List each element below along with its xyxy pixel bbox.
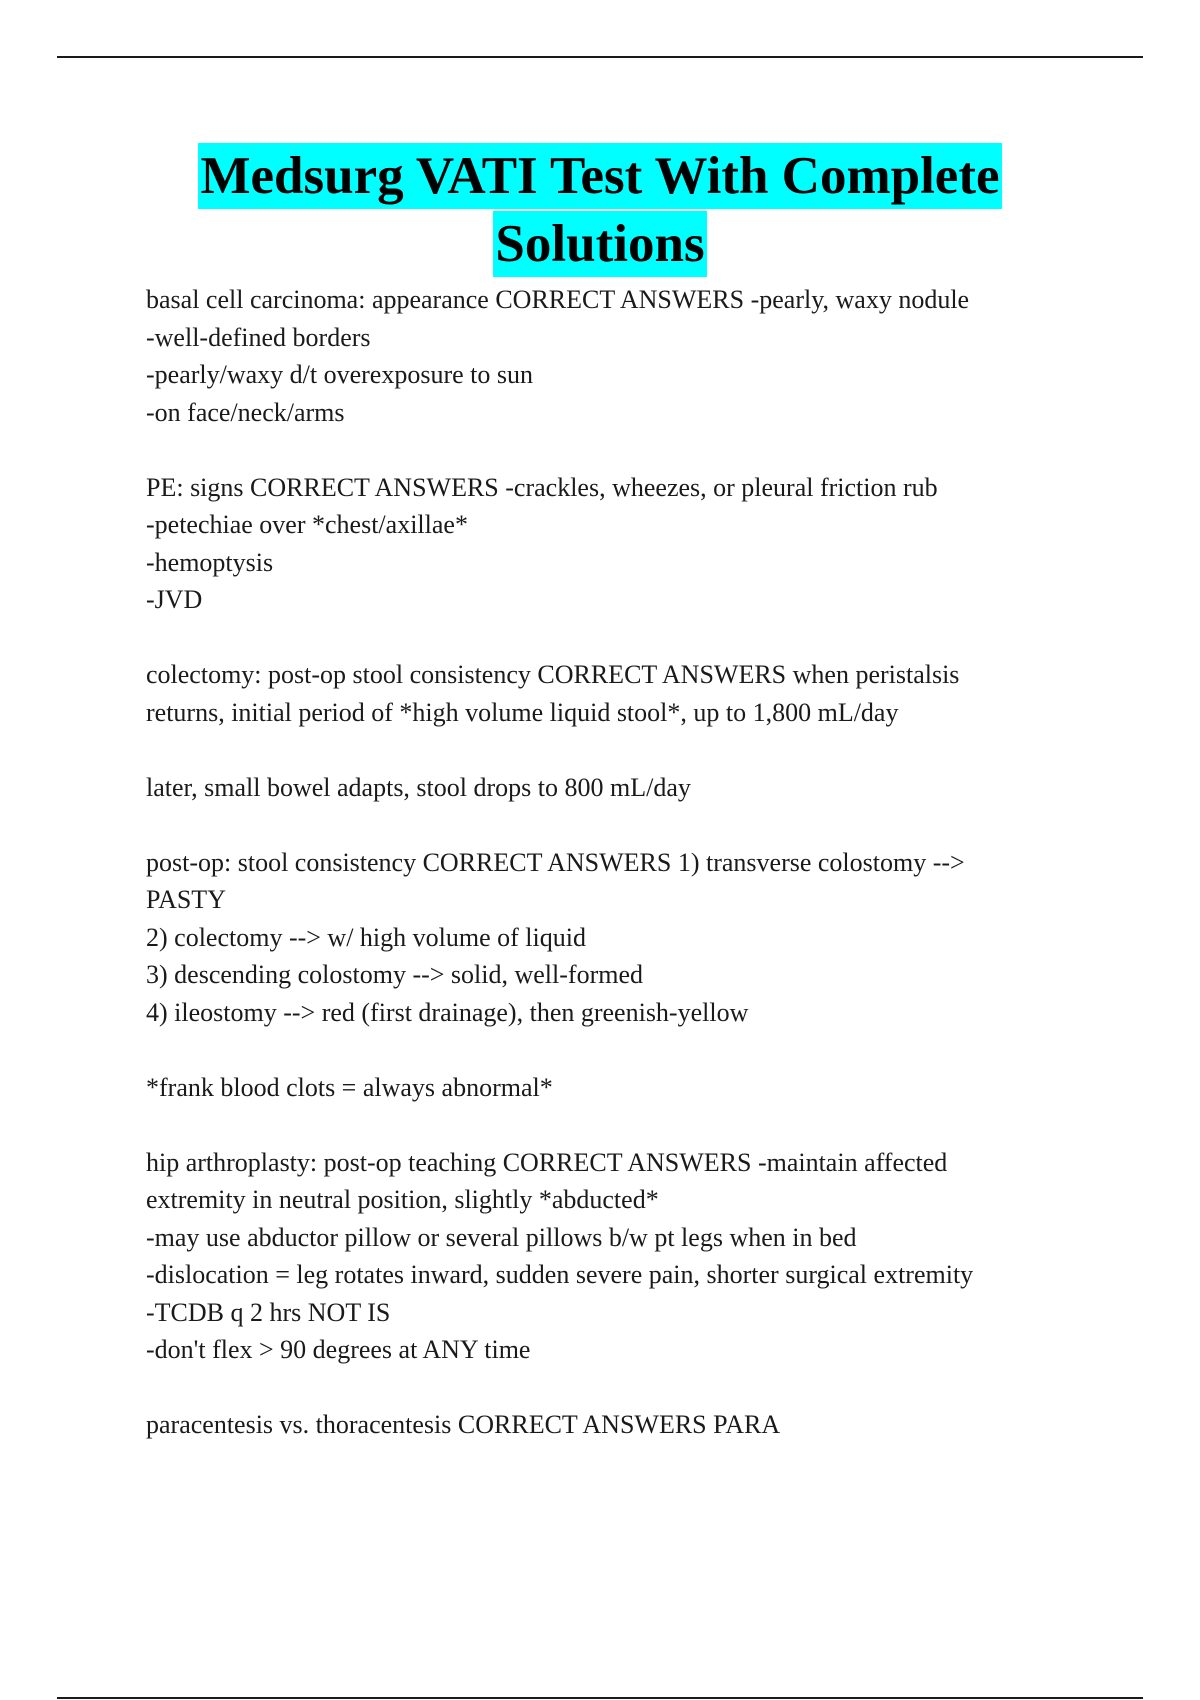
paragraph-gap: [146, 1369, 1066, 1407]
paragraph-gap: [146, 731, 1066, 769]
text-line: -on face/neck/arms: [146, 397, 345, 427]
text-line: colectomy: post-op stool consistency CORRECT ANSWERS when peristalsis: [146, 660, 960, 689]
paragraph-gap: [146, 1106, 1066, 1144]
text-line: hip arthroplasty: post-op teaching CORRECT ANSWERS -maintain affected: [146, 1147, 948, 1177]
text-line: -well-defined borders: [146, 322, 371, 352]
text-line: -may use abductor pillow or several pillows b/w pt legs when in bed: [146, 1222, 857, 1252]
text-line: returns, initial period of *high volume liquid stool*, up to 1,800 mL/day: [146, 697, 899, 727]
qa-block-basal-cell: [146, 281, 1066, 431]
text-line: -hemoptysis: [146, 547, 274, 577]
qa-block-paracentesis: [146, 1406, 1066, 1444]
bottom-rule: [57, 1697, 1143, 1699]
paragraph-gap: [146, 1031, 1066, 1069]
text-line: PE: signs CORRECT ANSWERS -crackles, wheezes, or pleural friction rub: [146, 472, 938, 502]
text-line: *frank blood clots = always abnormal*: [146, 1072, 553, 1102]
text-line: basal cell carcinoma: appearance CORRECT ANSWERS -pearly, waxy nodule: [146, 285, 970, 314]
title-line-2: Solutions: [493, 211, 706, 277]
text-line: extremity in neutral position, slightly *abducted*: [146, 1185, 659, 1214]
paragraph-gap: [146, 431, 1066, 469]
document-title: [0, 143, 1200, 277]
text-line: 3) descending colostomy --> solid, well-formed: [146, 960, 643, 989]
qa-block-colectomy: [146, 656, 1066, 731]
text-line: -JVD: [146, 585, 203, 614]
qa-block-pe-signs: [146, 469, 1066, 619]
text-line: 2) colectomy --> w/ high volume of liquid: [146, 922, 586, 952]
text-line: paracentesis vs. thoracentesis CORRECT ANSWERS PARA: [146, 1410, 781, 1439]
text-line: -dislocation = leg rotates inward, sudden severe pain, shorter surgical extremity: [146, 1260, 974, 1289]
text-line: 4) ileostomy --> red (first drainage), then greenish-yellow: [146, 997, 749, 1027]
text-line: PASTY: [146, 885, 226, 914]
document-body: [146, 281, 1066, 1444]
text-line: -don't flex > 90 degrees at ANY time: [146, 1335, 531, 1364]
paragraph-gap: [146, 619, 1066, 657]
text-line: post-op: stool consistency CORRECT ANSWERS 1) transverse colostomy -->: [146, 847, 965, 877]
text-block-small-bowel: [146, 769, 1066, 807]
qa-block-stool-consistency: [146, 844, 1066, 1032]
top-rule: [57, 56, 1143, 58]
title-line-1: Medsurg VATI Test With Complete: [198, 143, 1001, 209]
text-line: -petechiae over *chest/axillae*: [146, 510, 468, 539]
text-line: later, small bowel adapts, stool drops to 800 mL/day: [146, 772, 691, 802]
qa-block-hip-arthroplasty: [146, 1144, 1066, 1369]
text-line: -pearly/waxy d/t overexposure to sun: [146, 360, 534, 389]
text-line: -TCDB q 2 hrs NOT IS: [146, 1297, 391, 1327]
paragraph-gap: [146, 806, 1066, 844]
text-block-frank-blood: [146, 1069, 1066, 1107]
